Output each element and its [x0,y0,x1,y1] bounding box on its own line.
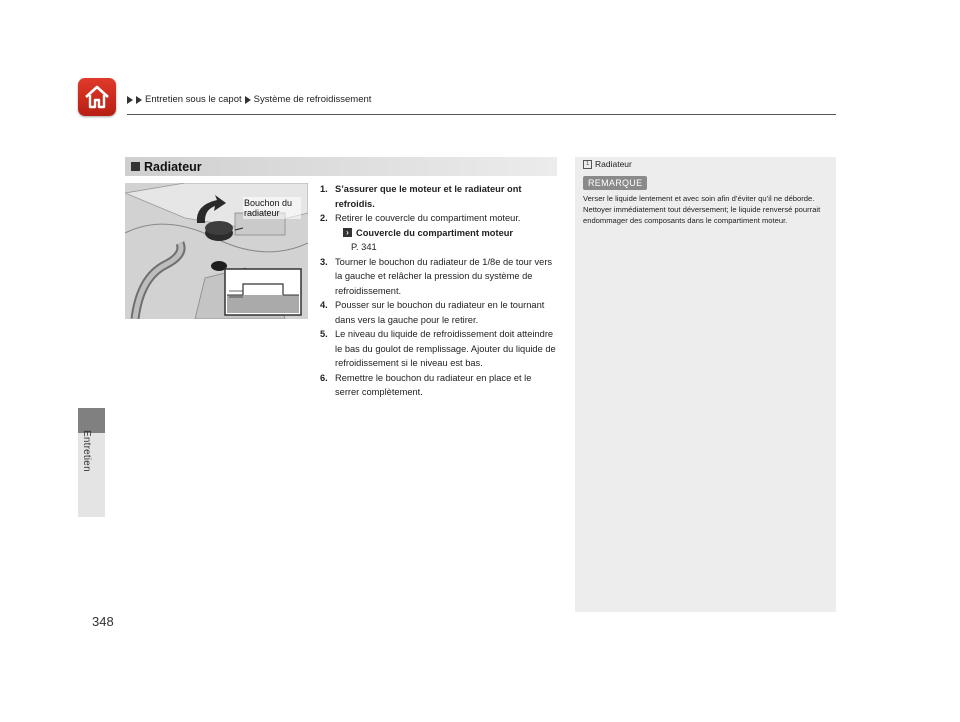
breadcrumb-arrow-icon [245,96,251,104]
step-1: 1. S’assurer que le moteur et le radiateur ont refroidis. [320,184,522,209]
notes-text: Verser le liquide lentement et avec soin afin d’éviter qu’il ne déborde. Nettoyer immédiatement tout déversement; le liquide renversé pourrait endommager des composants dans le compartiment moteur. [583,194,821,225]
step-4: 4. Pousser sur le bouchon du radiateur en le tournant dans vers la gauche pour le retirer. [320,300,545,325]
section-title: Radiateur [144,159,202,174]
home-button[interactable] [78,78,116,116]
section-square-icon [131,162,140,171]
section-header [125,157,557,176]
breadcrumb-item[interactable]: Système de refroidissement [253,94,372,105]
notes-heading: 1 Radiateur [583,159,632,169]
step-6: 6. Remettre le bouchon du radiateur en place et le serrer complètement. [320,372,532,397]
radiator-cap-callout: Bouchon du radiateur [243,197,301,219]
step-5: 5. Le niveau du liquide de refroidissement doit atteindre le bas du goulot de remplissage. Ajouter du liquide de refroidissement si le niveau est bas. [320,329,556,368]
breadcrumb-item[interactable]: Entretien sous le capot [145,94,242,105]
page-number: 348 [92,614,114,629]
breadcrumb [127,94,371,105]
cross-reference-link[interactable] [343,226,558,241]
note-reference-icon: 1 [583,160,592,169]
cross-reference-arrow-icon: › [343,228,352,237]
remarque-badge: REMARQUE [583,176,647,190]
home-icon [83,83,111,111]
chapter-label: Entretien [81,430,92,472]
procedure-steps [320,182,558,400]
step-2: 2. Retirer le couvercle du compartiment moteur. [320,213,521,223]
breadcrumb-arrow-icon [136,96,142,104]
step-3: 3. Tourner le bouchon du radiateur de 1/8e de tour vers la gauche et relâcher la pression du système de refroidissement. [320,256,553,296]
header-divider [127,114,836,115]
notes-panel [575,157,836,612]
breadcrumb-arrow-icon [127,96,133,104]
cross-reference-label: Couvercle du compartiment moteur [356,227,514,238]
cross-reference-page[interactable]: P. 341 [351,242,377,252]
